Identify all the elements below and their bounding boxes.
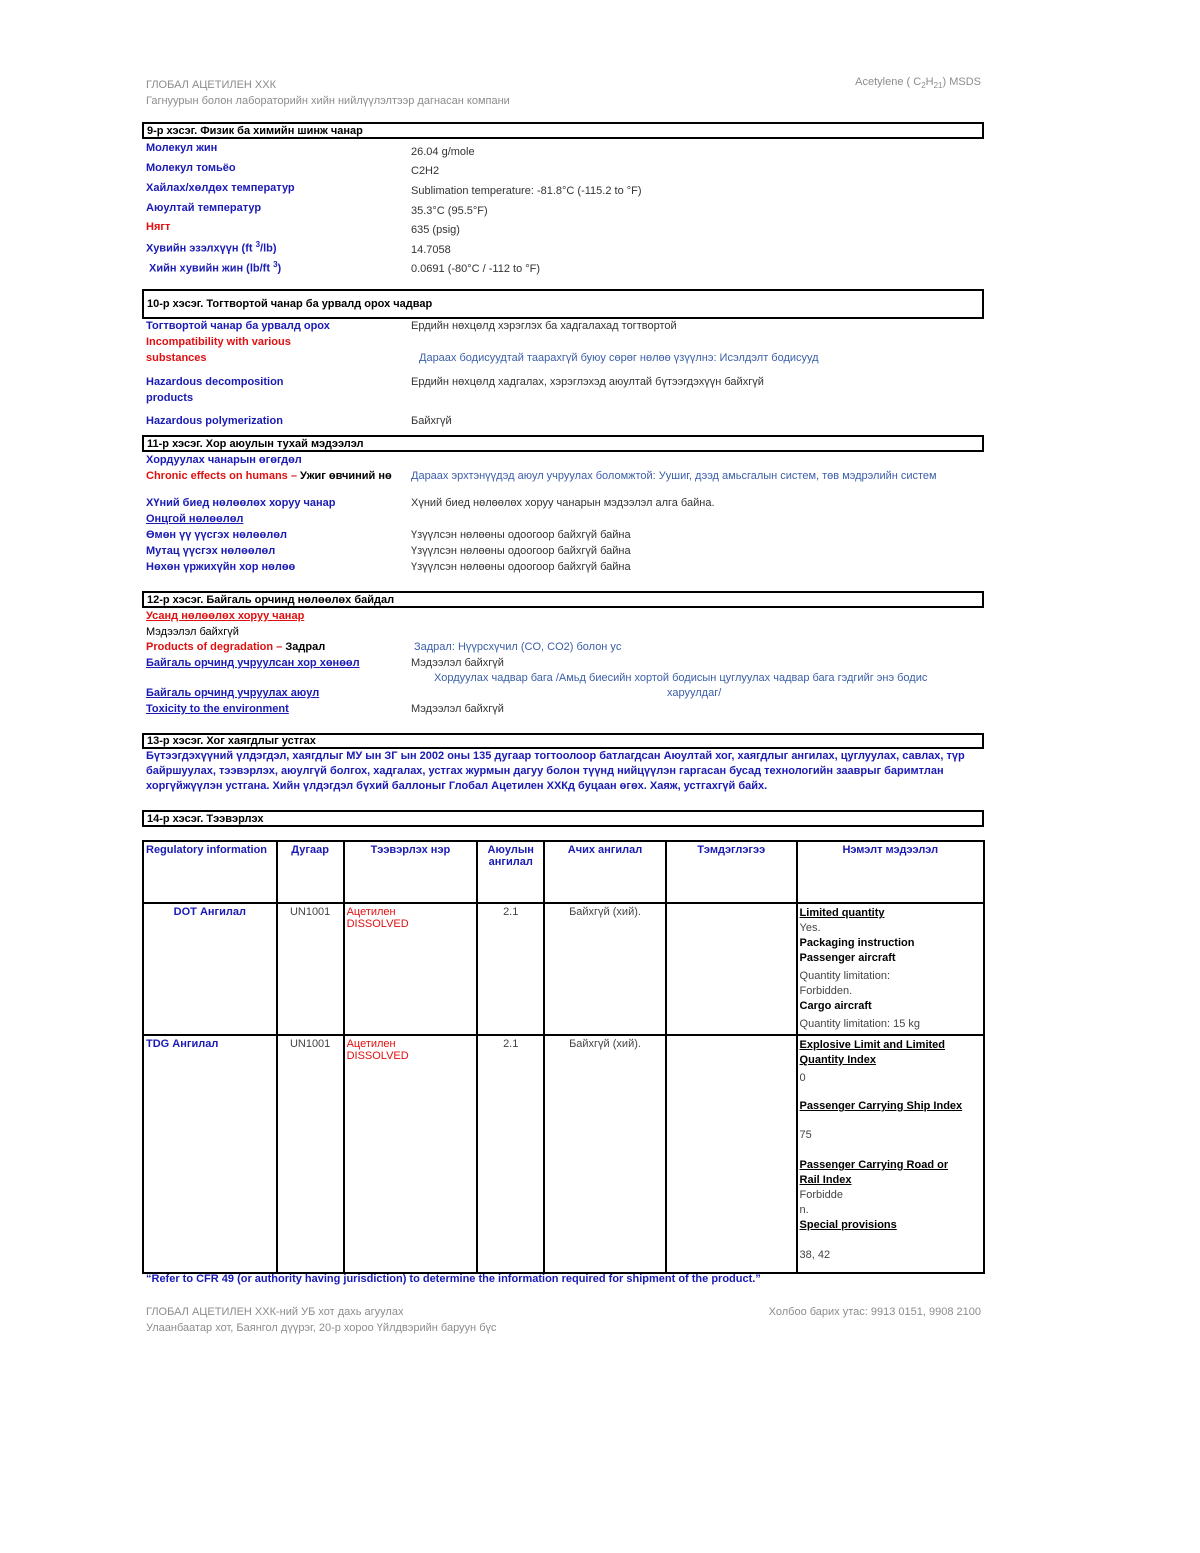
chronic-effects-label: Chronic effects on humans – Ужиг өвчиний нө bbox=[146, 470, 392, 482]
col-regulatory: Regulatory information bbox=[143, 841, 277, 903]
reproductive-value: Үзүүлсэн нөлөөны одоогоор байхгүй байна bbox=[411, 561, 631, 573]
incompat-label-line2: substances bbox=[146, 352, 207, 364]
tdg-label bbox=[666, 1035, 797, 1273]
col-additional-info: Нэмэлт мэдээлэл bbox=[797, 841, 984, 903]
env-toxic-value: Мэдээлэл байхгүй bbox=[411, 657, 504, 669]
col-label: Тэмдэглэгээ bbox=[666, 841, 797, 903]
dot-shipping-name: Ацетилен DISSOLVED bbox=[344, 903, 478, 1035]
env-toxic-label: Байгаль орчинд учруулсан хор хөнөөл bbox=[146, 657, 360, 669]
section-10-title: 10-р хэсэг. Тогтвортой чанар ба урвалд орох чадвар bbox=[142, 289, 984, 319]
mol-formula-value: C2H2 bbox=[411, 165, 440, 177]
footer-address: Улаанбаатар хот, Баянгол дүүрэг, 20-р хороо Үйлдвэрийн баруун бүс bbox=[146, 1322, 497, 1334]
table-row bbox=[143, 1035, 984, 1273]
degradation-value: Задрал: Нүүрсхүчил (CO, CO2) болон ус bbox=[414, 641, 622, 653]
decomp-label-line2: products bbox=[146, 392, 194, 404]
col-packing-group: Ачих ангилал bbox=[544, 841, 666, 903]
stability-label: Тогтвортой чанар ба урвалд орох bbox=[146, 320, 330, 332]
chronic-effects-value: Дараах эрхтэнүүдэд аюул учруулах боломжтой: Уушиг, дээд амьсгалын систем, төв мэдрэлийн систем bbox=[411, 470, 937, 482]
toxicity-data-label: Хордуулах чанарын өгөгдөл bbox=[146, 454, 302, 466]
table-header-row bbox=[143, 841, 984, 903]
tdg-number: UN1001 bbox=[277, 1035, 344, 1273]
carcinogenic-value: Үзүүлсэн нөлөөны одоогоор байхгүй байна bbox=[411, 529, 631, 541]
section-9-title: 9-р хэсэг. Физик ба химийн шинж чанар bbox=[142, 122, 984, 139]
tdg-shipping-name: Ацетилен DISSOLVED bbox=[344, 1035, 478, 1273]
aquatic-no-info: Мэдээлэл байхгүй bbox=[146, 626, 239, 638]
cfr-note: “Refer to CFR 49 (or authority having jurisdiction) to determine the information required for shipment of the product.” bbox=[146, 1273, 761, 1285]
tdg-hazard-class: 2.1 bbox=[477, 1035, 544, 1273]
human-toxicity-label: ХҮний биед нөлөөлөх хоруу чанар bbox=[146, 497, 336, 509]
company-name: ГЛОБАЛ АЦЕТИЛЕН ХХК bbox=[146, 79, 277, 91]
mol-formula-label: Молекул томьёо bbox=[146, 162, 236, 174]
bioaccumulation-note-line2: харуулдаг/ bbox=[667, 687, 722, 699]
dot-label bbox=[666, 903, 797, 1035]
aquatic-toxicity-label: Усанд нөлөөлөх хоруу чанар bbox=[146, 610, 305, 622]
document-title: Acetylene ( $C_2H_{21}$) MSDS bbox=[855, 76, 981, 91]
section-14-title: 14-р хэсэг. Тээвэрлэх bbox=[142, 810, 984, 827]
gas-specific-weight-value: 0.0691 (-80°C / -112 to °F) bbox=[411, 263, 541, 275]
bioaccumulation-note-line1: Хордуулах чадвар бага /Амьд биесийн хортой бодисын цуглуулах чадвар бага гэдгийг энэ бодис bbox=[434, 672, 928, 684]
polymerization-label: Hazardous polymerization bbox=[146, 415, 283, 427]
toxicity-env-label: Toxicity to the environment bbox=[146, 703, 289, 715]
col-number: Дугаар bbox=[277, 841, 344, 903]
density-label: Нягт bbox=[146, 221, 171, 233]
human-toxicity-value: Хүний биед нөлөөлөх хоруу чанарын мэдээлэл алга байна. bbox=[411, 497, 715, 509]
tdg-packing-group: Байхгүй (хий). bbox=[544, 1035, 666, 1273]
hazard-temp-value: 35.3°C (95.5°F) bbox=[411, 205, 488, 217]
specific-volume-label: Хувийн эзэлхүүн (ft $^3$/lb) bbox=[146, 240, 277, 255]
dot-additional-info: Limited quantity Yes. Packaging instruction Passenger aircraft Quantity limitation: Forbidden. Cargo aircraft Quantity limitation: 15 kg bbox=[797, 903, 984, 1035]
incompat-value: Дараах бодисуудтай таарахгүй буюу сөрөг нөлөө үзүүлнэ: Исэлдэлт бодисууд bbox=[419, 352, 819, 364]
company-subtitle: Гагнуурын болон лабораторийн хийн нийлүүлэлтээр дагнасан компани bbox=[146, 95, 510, 107]
section-13-title: 13-р хэсэг. Хог хаягдлыг устгах bbox=[142, 733, 984, 749]
special-effects-label: Онцгой нөлөөлөл bbox=[146, 513, 244, 525]
density-value: 635 (psig) bbox=[411, 224, 460, 236]
footer-phone: Холбоо барих утас: 9913 0151, 9908 2100 bbox=[768, 1306, 981, 1318]
table-row bbox=[143, 903, 984, 1035]
disposal-text: Бүтээгдэхүүний үлдэгдэл, хаягдлыг МУ ын ЗГ ын 2002 оны 135 дугаар тогтоолоор батлагдсан Аюултай хог, хаягдлыг ангилах, цуглуулах, савлах, түр байршуулах, тээвэрлэх, аюулгүй болгох, хадгалах, устгах журмын дагуу болон түүнд нийцүүлэн гаргасан бусад технологийн зааврыг баримтлан хоргүйжүүлэн устгана. Хийн үлдэгдэл бүхий баллоныг Глобал Ацетилен ХХКд буцаан өгөх. Хаяж, устгахгүй байх. bbox=[146, 750, 965, 792]
degradation-label: Products of degradation – Задрал bbox=[146, 641, 326, 653]
footer-warehouse: ГЛОБАЛ АЦЕТИЛЕН ХХК-ний УБ хот дахь агуулах bbox=[146, 1306, 404, 1318]
dot-hazard-class: 2.1 bbox=[477, 903, 544, 1035]
mol-weight-value: 26.04 g/mole bbox=[411, 146, 475, 158]
section-11-title: 11-р хэсэг. Хор аюулын тухай мэдээлэл bbox=[142, 435, 984, 452]
col-shipping-name: Тээвэрлэх нэр bbox=[344, 841, 478, 903]
hazard-temp-label: Аюултай температур bbox=[146, 202, 262, 214]
tdg-regulatory: TDG Ангилал bbox=[143, 1035, 277, 1273]
reproductive-label: Нөхөн үржихүйн хор нөлөө bbox=[146, 561, 296, 573]
decomp-label-line1: Hazardous decomposition bbox=[146, 376, 284, 388]
dot-number: UN1001 bbox=[277, 903, 344, 1035]
incompat-label-line1: Incompatibility with various bbox=[146, 336, 291, 348]
carcinogenic-label: Өмөн үү үүсгэх нөлөөлөл bbox=[146, 529, 287, 541]
toxicity-env-value: Мэдээлэл байхгүй bbox=[411, 703, 504, 715]
decomp-value: Ердийн нөхцөлд хадгалах, хэрэглэхэд аюултай бүтээгдэхүүн байхгүй bbox=[411, 376, 764, 388]
env-hazard-label: Байгаль орчинд учруулах аюул bbox=[146, 687, 320, 699]
mol-weight-label: Молекул жин bbox=[146, 142, 218, 154]
dot-regulatory: DOT Ангилал bbox=[143, 903, 277, 1035]
mutagenic-label: Мутац үүсгэх нөлөөлөл bbox=[146, 545, 276, 557]
section-12-title: 12-р хэсэг. Байгаль орчинд нөлөөлөх байдал bbox=[142, 591, 984, 608]
melting-label: Хайлах/хөлдөх температур bbox=[146, 182, 295, 194]
specific-volume-value: 14.7058 bbox=[411, 244, 451, 256]
gas-specific-weight-label: Хийн хувийн жин (lb/ft $^3$) bbox=[149, 260, 282, 275]
melting-value: Sublimation temperature: -81.8°C (-115.2 to °F) bbox=[411, 185, 642, 197]
col-hazard-class: Аюулын ангилал bbox=[477, 841, 544, 903]
transport-table bbox=[142, 840, 985, 1274]
stability-value: Ердийн нөхцөлд хэрэглэх ба хадгалахад тогтвортой bbox=[411, 320, 677, 332]
mutagenic-value: Үзүүлсэн нөлөөны одоогоор байхгүй байна bbox=[411, 545, 631, 557]
dot-packing-group: Байхгүй (хий). bbox=[544, 903, 666, 1035]
tdg-additional-info: Explosive Limit and Limited Quantity Index 0 Passenger Carrying Ship Index 75 Passenger Carrying Road or Rail Index Forbidde n. Special provisions 38, 42 bbox=[797, 1035, 984, 1273]
polymerization-value: Байхгүй bbox=[411, 415, 452, 427]
